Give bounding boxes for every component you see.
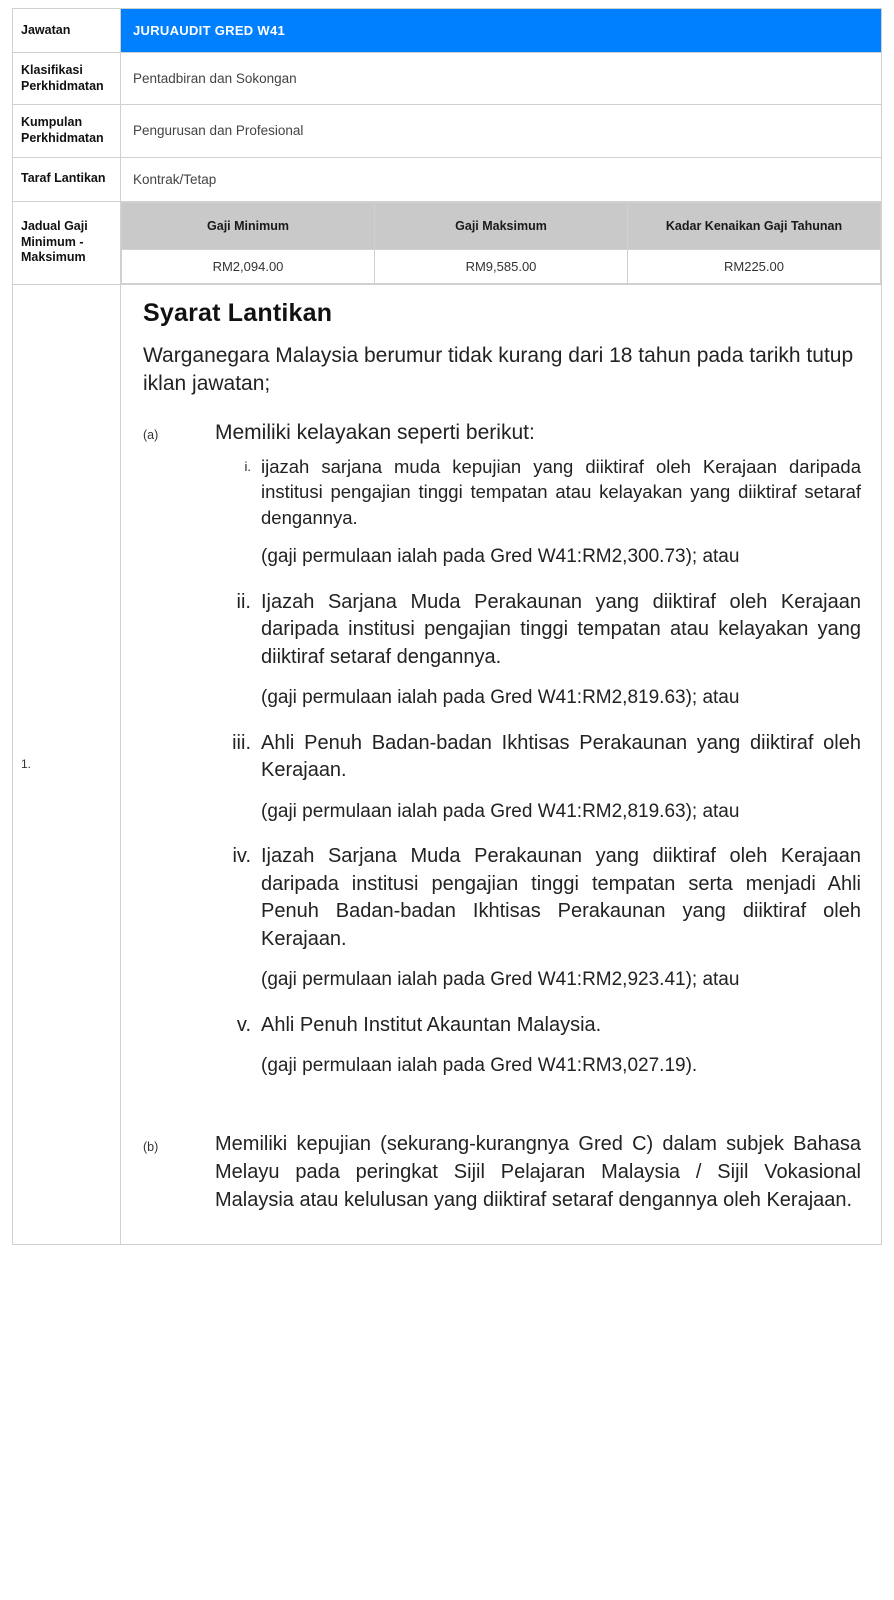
salary-table	[121, 202, 881, 284]
row-label-klasifikasi: Klasifikasi Perkhidmatan	[13, 53, 121, 105]
roman-marker: ii.	[236, 590, 251, 613]
section-number: 1.	[13, 284, 121, 1245]
salary-value-max: RM9,585.00	[375, 249, 628, 283]
roman-text: Ijazah Sarjana Muda Perakaunan yang diiktiraf oleh Kerajaan daripada institusi pengajian tinggi tempatan atau kelayakan yang diiktiraf setaraf dengannya.	[261, 590, 861, 668]
table-row-syarat-lantikan	[13, 284, 882, 1245]
roman-text: ijazah sarjana muda kepujian yang diiktiraf oleh Kerajaan daripada institusi pengajian tinggi tempatan atau kelayakan yang diiktiraf setaraf dengannya.	[261, 455, 861, 528]
row-value-taraf: Kontrak/Tetap	[121, 157, 882, 201]
list-item-a-body	[215, 419, 861, 1097]
roman-text: Ijazah Sarjana Muda Perakaunan yang diiktiraf oleh Kerajaan daripada institusi pengajian tinggi tempatan serta menjadi Ahli Penuh Badan-badan Ikhtisas Perakaunan yang diiktiraf oleh Kerajaan.	[261, 844, 861, 950]
list-marker-a: (a)	[143, 428, 159, 443]
table-row-kumpulan	[13, 105, 882, 157]
job-info-table	[12, 8, 882, 1245]
row-value-kumpulan: Pengurusan dan Profesional	[121, 105, 882, 157]
roman-note: (gaji permulaan ialah pada Gred W41:RM3,027.19).	[261, 1055, 698, 1077]
row-label-jawatan: Jawatan	[13, 9, 121, 53]
roman-text: Ahli Penuh Badan-badan Ikhtisas Perakaunan yang diiktiraf oleh Kerajaan.	[261, 731, 861, 782]
salary-value-row	[122, 249, 881, 283]
roman-note: (gaji permulaan ialah pada Gred W41:RM2,300.73); atau	[261, 546, 740, 568]
list-item	[215, 843, 861, 994]
salary-value-increment: RM225.00	[628, 249, 881, 283]
row-label-kumpulan: Kumpulan Perkhidmatan	[13, 105, 121, 157]
roman-text: Ahli Penuh Institut Akauntan Malaysia.	[261, 1013, 602, 1036]
list-item	[215, 1012, 861, 1080]
roman-marker: v.	[236, 1013, 251, 1036]
table-row-jadual-gaji	[13, 201, 882, 284]
job-title-banner: JURUAUDIT GRED W41	[121, 9, 882, 53]
salary-table-cell	[121, 201, 882, 284]
roman-content	[261, 730, 861, 825]
roman-content	[261, 1012, 861, 1080]
roman-note: (gaji permulaan ialah pada Gred W41:RM2,923.41); atau	[261, 969, 740, 991]
section-content	[121, 284, 882, 1245]
row-label-taraf: Taraf Lantikan	[13, 157, 121, 201]
list-item-b	[143, 1131, 861, 1214]
roman-sublist	[215, 454, 861, 1080]
table-row-taraf	[13, 157, 882, 201]
table-row-klasifikasi	[13, 53, 882, 105]
list-item-a-heading: Memiliki kelayakan seperti berikut:	[215, 421, 535, 445]
section-lead-text: Warganegara Malaysia berumur tidak kurang dari 18 tahun pada tarikh tutup iklan jawatan;	[143, 343, 854, 396]
list-item-b-text: Memiliki kepujian (sekurang-kurangnya Gred C) dalam subjek Bahasa Melayu pada peringkat Sijil Pelajaran Malaysia / Sijil Vokasional Malaysia atau kelulusan yang diiktiraf setaraf dengannya oleh Kerajaan.	[215, 1133, 861, 1211]
salary-header-min: Gaji Minimum	[122, 202, 375, 249]
page-title: Syarat Lantikan	[143, 298, 333, 327]
roman-note: (gaji permulaan ialah pada Gred W41:RM2,819.63); atau	[261, 687, 740, 709]
list-item-a	[143, 419, 861, 1097]
list-item	[215, 454, 861, 571]
roman-marker: iii.	[232, 731, 251, 754]
salary-header-increment: Kadar Kenaikan Gaji Tahunan	[628, 202, 881, 249]
list-item-b-body	[215, 1131, 861, 1214]
list-marker-b: (b)	[143, 1140, 159, 1155]
row-value-klasifikasi: Pentadbiran dan Sokongan	[121, 53, 882, 105]
roman-content	[261, 454, 861, 571]
salary-value-min: RM2,094.00	[122, 249, 375, 283]
list-item	[215, 730, 861, 825]
roman-marker: i.	[244, 458, 251, 474]
roman-content	[261, 589, 861, 712]
table-row-jawatan	[13, 9, 882, 53]
salary-header-max: Gaji Maksimum	[375, 202, 628, 249]
roman-marker: iv.	[232, 844, 251, 867]
row-label-jadual-gaji: Jadual Gaji Minimum - Maksimum	[13, 201, 121, 284]
list-item	[215, 589, 861, 712]
roman-note: (gaji permulaan ialah pada Gred W41:RM2,819.63); atau	[261, 800, 740, 822]
roman-content	[261, 843, 861, 994]
salary-header-row	[122, 202, 881, 249]
